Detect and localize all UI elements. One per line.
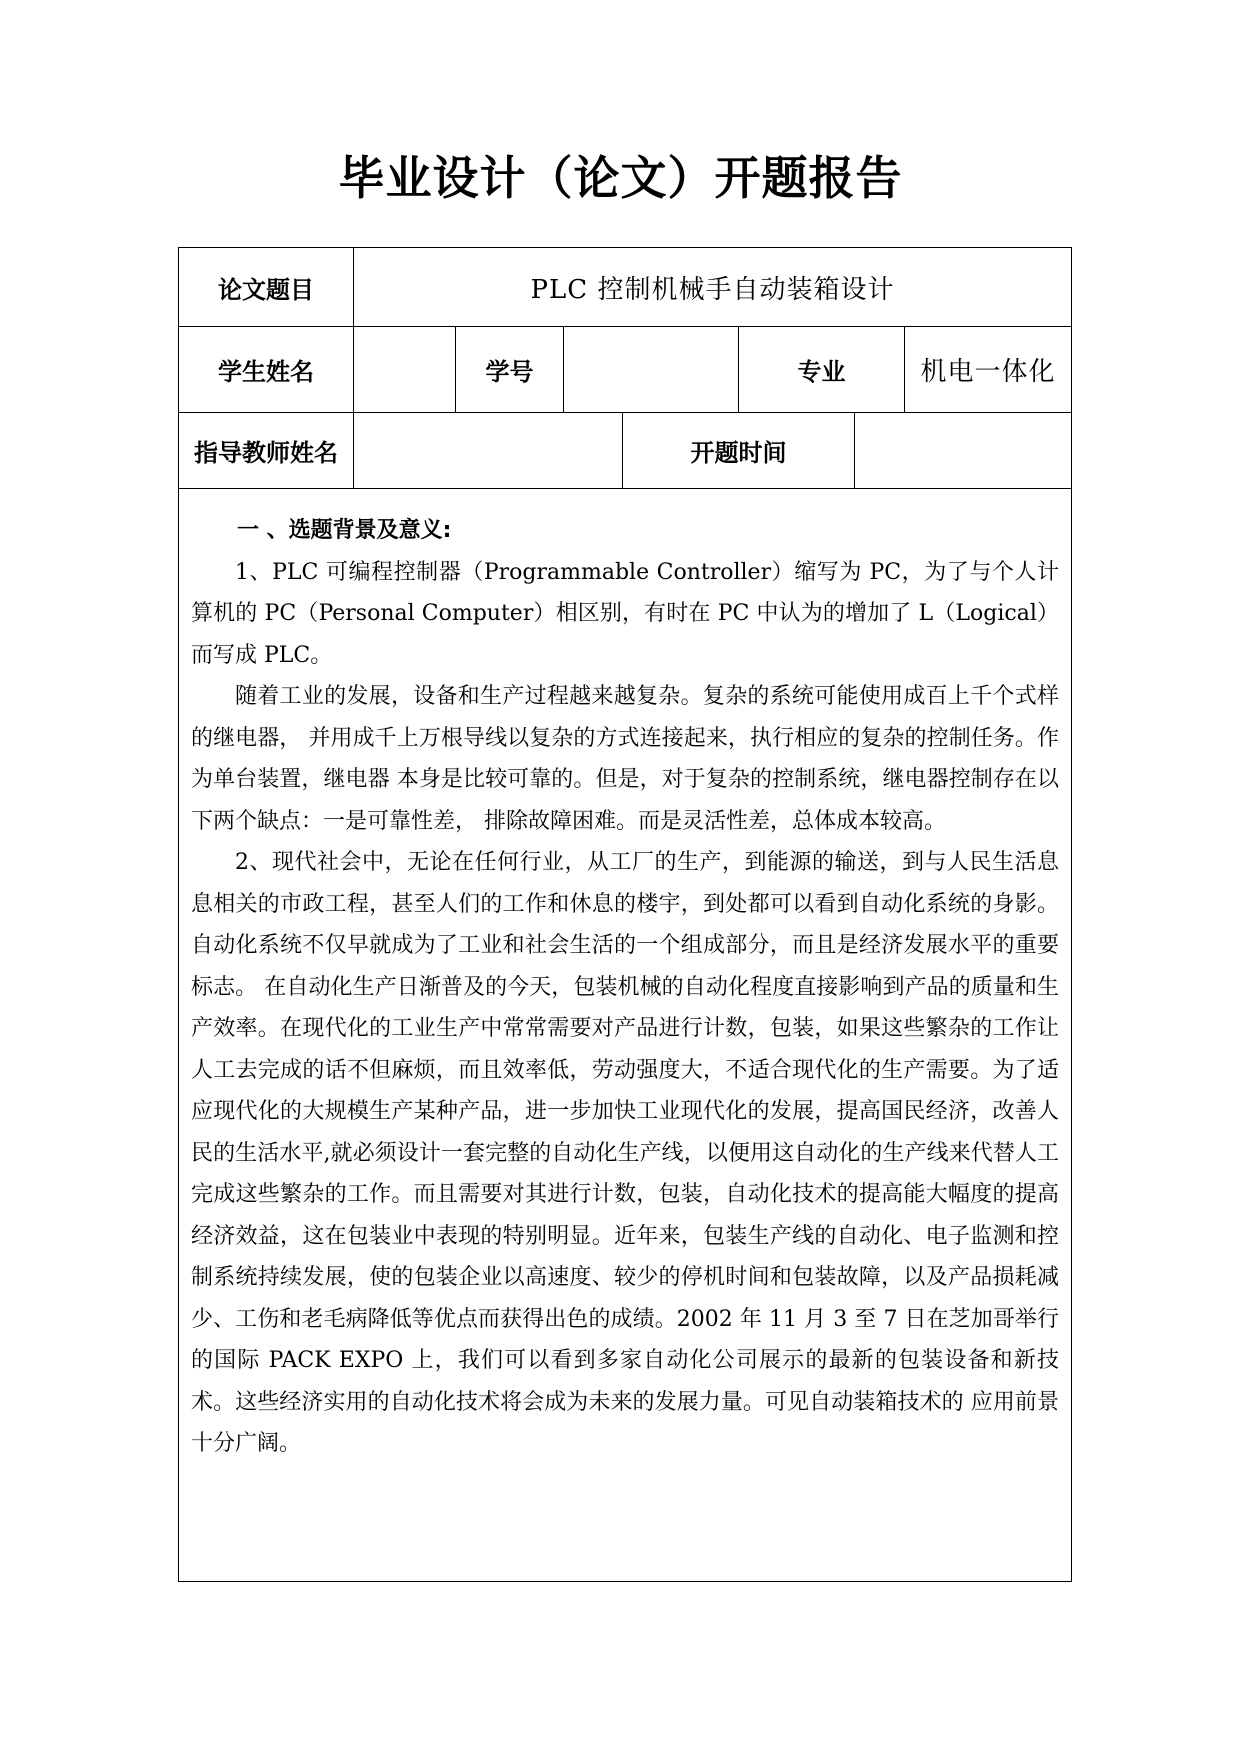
advisor-value <box>354 413 623 488</box>
student-name-value <box>354 327 456 412</box>
paragraph: 2、现代社会中，无论在任何行业，从工厂的生产，到能源的输送，到与人民生活息息相关的市政工程，甚至人们的工作和休息的楼宇，到处都可以看到自动化系统的身影。自动化系统不仅早就成为了工业和社会生活的一个组成部分，而且是经济发展水平的重要标志。 在自动化生产日渐普及的今天，包装机械的自动化程度直接影响到产品的质量和生产效率。在现代化的工业生产中常常需要对产品进行计数，包装，如果这些繁杂的工作让人工去完成的话不但麻烦，而且效率低，劳动强度大，不适合现代化的生产需要。为了适应现代化的大规模生产某种产品，进一步加快工业现代化的发展，提高国民经济，改善人民的生活水平,就必须设计一套完整的自动化生产线，以便用这自动化的生产线来代替人工完成这些繁杂的工作。而且需要对其进行计数，包装，自动化技术的提高能大幅度的提高经济效益，这在包装业中表现的特别明显。近年来，包装生产线的自动化、电子监测和控制系统持续发展，使的包装企业以高速度、较少的停机时间和包装故障，以及产品损耗减少、工伤和老毛病降低等优点而获得出色的成绩。2002 年 11 月 3 至 7 日在芝加哥举行的国际 PACK EXPO 上，我们可以看到多家自动化公司展示的最新的包装设备和新技术。这些经济实用的自动化技术将会成为未来的发展力量。可见自动装箱技术的 应用前景十分广阔。 <box>191 850 1059 1456</box>
student-name-label: 学生姓名 <box>179 327 354 412</box>
student-id-value <box>564 327 739 412</box>
row-thesis-title <box>179 248 1071 327</box>
page-title: 毕业设计（论文）开题报告 <box>338 151 903 205</box>
major-label: 专业 <box>739 327 905 412</box>
start-time-label: 开题时间 <box>623 413 855 488</box>
major-value: 机电一体化 <box>920 357 1056 387</box>
paragraph: 随着工业的发展，设备和生产过程越来越复杂。复杂的系统可能使用成百上千个式样的继电器， 并用成千上万根导线以复杂的方式连接起来，执行相应的复杂的控制任务。作为单台装置，继电器 本身是比较可靠的。但是，对于复杂的控制系统，继电器控制存在以下两个缺点：一是可靠性差， 排除故障困难。而是灵活性差，总体成本较高。 <box>191 684 1059 834</box>
section-heading: 一 、选题背景及意义: <box>237 518 452 543</box>
row-advisor-info <box>179 413 1071 489</box>
start-time-value <box>855 413 1071 488</box>
student-id-label: 学号 <box>456 327 564 412</box>
advisor-label: 指导教师姓名 <box>179 413 354 488</box>
paragraph: 1、PLC 可编程控制器（Programmable Controller）缩写为 PC，为了与个人计算机的 PC（Personal Computer）相区别，有时在 PC 中认为的增加了 L（Logical）而写成 PLC。 <box>191 559 1059 668</box>
row-student-info <box>179 327 1071 413</box>
thesis-title-label: 论文题目 <box>179 248 354 326</box>
proposal-form <box>178 247 1072 1582</box>
section-body <box>191 510 1059 1465</box>
thesis-title-value: PLC 控制机械手自动装箱设计 <box>530 274 895 305</box>
